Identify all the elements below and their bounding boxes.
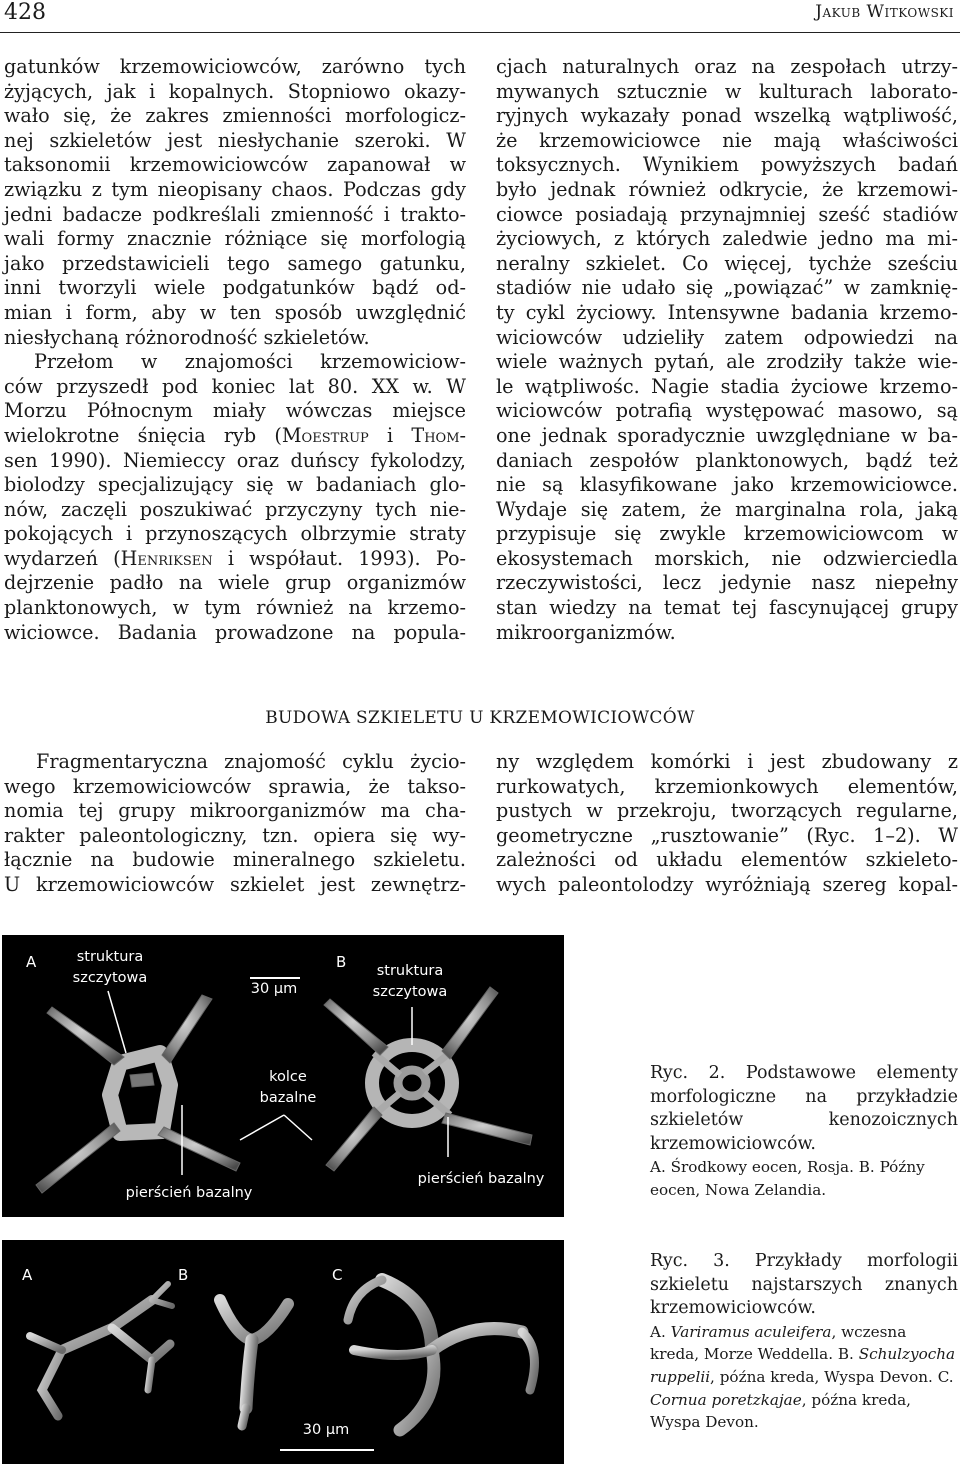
text-line: rurkowatych, krzemionkowych elementów, — [496, 774, 958, 798]
label-basal-ring-b: pierścień bazalny — [417, 1171, 545, 1187]
leader-line — [108, 991, 126, 1053]
text-line: ców przyszedł pod koniec lat 80. XX w. W — [4, 374, 466, 398]
text-line: nie są klasyfikowane jako krzemowiciowce. — [496, 473, 958, 497]
text-line: taksonomii krzemowiciowców zapanował w — [4, 153, 466, 177]
section-title: BUDOWA SZKIELETU U KRZEMOWICIOWCÓW — [265, 708, 695, 728]
text-line: jako przedstawicieli tego samego gatunku, — [4, 251, 466, 275]
panel-label-a: A — [26, 953, 37, 971]
paragraph — [4, 350, 466, 645]
text-line: daniach zespołów planktonowych, bądź też — [496, 448, 958, 472]
citation-author: Moestrup — [281, 423, 369, 447]
leader-line — [284, 1115, 312, 1140]
left-column-bottom — [4, 750, 466, 898]
text-line: wydarzeń (Henriksen i współaut. 1993). Po- — [4, 546, 466, 570]
paragraph — [4, 55, 466, 350]
page-header — [0, 0, 960, 30]
caption-body: A. Variramus aculeifera, wczesna kreda, Morze Weddella. B. Schulzyocha ruppelii, późna kreda, Wyspa Devon. C. Cornua poretzkajae, późna kreda, Wyspa Devon. — [650, 1322, 956, 1432]
caption-body: A. Środkowy eocen, Rosja. B. Późny eocen, Nowa Zelandia. — [650, 1158, 925, 1199]
paragraph — [496, 55, 958, 645]
text-line: stan wiedzy na temat tej fascynującej grupy — [496, 596, 958, 620]
text-line: ekosystemach morskich, nie odzwierciedla — [496, 546, 958, 570]
text-line: zależności od układu elementów szkieleto- — [496, 848, 958, 872]
text-line: biolodzy specjalizujący się w badaniach glo- — [4, 473, 466, 497]
text-line: wali formy znacznie różniące się morfologią — [4, 227, 466, 251]
text-line: le wątpliwośc. Nagie stadia życiowe krzemo- — [496, 374, 958, 398]
text-line: Morzu Północnym miały wówczas miejsce — [4, 399, 466, 423]
text-line: wiele ważnych pytań, ale zrodziły także wie- — [496, 350, 958, 374]
text-line: cjach naturalnych oraz na zespołach utrzy- — [496, 55, 958, 78]
caption-title: Ryc. 3. Przykłady morfologii szkieletu najstarszych znanych krzemowiciowców. — [650, 1251, 958, 1319]
left-column-top — [4, 55, 466, 645]
text-line: stadiów nie udało się „powiązać” w zamknię- — [496, 276, 958, 300]
text-line: toksycznych. Wynikiem powyższych badań — [496, 153, 958, 177]
figure-3-micrograph — [2, 1240, 564, 1464]
species-name: Variramus aculeifera — [670, 1322, 832, 1341]
text-line: wiciowców potrafią występować masowo, są — [496, 399, 958, 423]
text-line: wiciowców udzieliły zatem odpowiedzi na — [496, 325, 958, 349]
text-line: dejrzenie padło na wiele grup organizmów — [4, 571, 466, 595]
label-apical-structure-a: struktura szczytowa — [72, 949, 148, 986]
text-line: przypisuje się zwykle krzemowiciowcom w — [496, 522, 958, 546]
label-basal-ring-a: pierścień bazalny — [125, 1185, 253, 1201]
text-line: pokojących i przynoszących olbrzymie straty — [4, 522, 466, 546]
text-line: Przełom w znajomości krzemowiciow- — [34, 350, 466, 374]
text-line: rakter paleontologiczny, tzn. opiera się wy- — [4, 823, 466, 847]
text-line: mian i form, aby w ten sposób uwzględnić — [4, 300, 466, 324]
right-column-top — [496, 55, 958, 645]
right-column-bottom — [496, 750, 958, 898]
text-line: wych paleontolodzy wyróżniają szereg kopal- — [496, 872, 958, 896]
running-head: Jakub Witkowski — [815, 2, 954, 22]
paragraph — [496, 750, 958, 898]
paragraph — [4, 750, 466, 898]
text-line: łącznie na budowie mineralnego szkieletu. — [4, 848, 466, 872]
specimen-a — [30, 1284, 172, 1416]
citation-author: Henriksen — [120, 546, 213, 570]
text-line: Fragmentaryczna znajomość cyklu życio- — [36, 750, 466, 773]
page-number: 428 — [4, 0, 46, 25]
text-line: życiowych, z których zaledwie jedno ma mi- — [496, 227, 958, 251]
panel-label-b: B — [336, 953, 347, 971]
figure-3-caption — [650, 1250, 958, 1434]
text-line: nów, zaczęli poszukiwać przyczyny tych nie- — [4, 497, 466, 521]
text-line: rzeczywistości, lecz jedynie nasz niepełny — [496, 571, 958, 595]
text-line: żyjących, jak i kopalnych. Stopniowo okazy- — [4, 79, 466, 103]
text-line: one jednak sporadycznie uwzględniane w ba- — [496, 423, 958, 447]
species-name: Schulzyocha ruppelii — [650, 1345, 956, 1386]
text-line: mywanych sztucznie w kulturach laborato- — [496, 79, 958, 103]
caption-title: Ryc. 2. Podstawowe elementy morfologiczne na przykładzie szkieletów kenozoicznych krzemowiciowców. — [650, 1063, 958, 1154]
label-basal-spines: kolce bazalne — [259, 1069, 317, 1106]
text-line: planktonowych, w tym również na krzemo- — [4, 596, 466, 620]
text-line: inni tworzyli wiele podgatunków bądź od- — [4, 276, 466, 300]
text-line: nej szkieletów jest niesłychanie szeroki. W — [4, 128, 466, 152]
text-line: jedni badacze podkreślali zmienność i trakto- — [4, 202, 466, 226]
text-line: ciowce posiadają przynajmniej sześć stadiów — [496, 202, 958, 226]
text-line: ty cykl życiowy. Intensywne badania krzemo- — [496, 300, 958, 324]
figure-3-specimens — [2, 1240, 564, 1464]
specimen-b — [324, 987, 532, 1171]
text-line: ryjnych wykazały ponad wszelką wątpliwość, — [496, 104, 958, 128]
panel-label-a: A — [22, 1266, 33, 1284]
text-line: gatunków krzemowiciowców, zarówno tych — [4, 55, 466, 78]
header-rule — [0, 32, 960, 33]
text-line: związku z tym nieopisany chaos. Podczas gdy — [4, 177, 466, 201]
label-scale: 30 µm — [250, 981, 298, 997]
text-line: U krzemowiciowców szkielet jest zewnętrz- — [4, 872, 466, 896]
leader-line — [240, 1115, 284, 1140]
panel-label-c: C — [332, 1266, 343, 1284]
label-scale: 30 µm — [302, 1422, 350, 1438]
text-line: sen 1990). Niemieccy oraz duńscy fykolodzy, — [4, 448, 466, 472]
citation-author: Thom- — [411, 423, 466, 447]
specimen-b — [220, 1300, 288, 1426]
text-line: ny względem komórki i jest zbudowany z — [496, 750, 958, 773]
text-line: że krzemowiciowce nie mają właściwości — [496, 128, 958, 152]
text-line: wielokrotne śnięcia ryb (Moestrup i Thom- — [4, 423, 466, 447]
text-line: wiciowce. Badania prowadzone na popula- — [4, 620, 466, 644]
text-line: było jednak również odkrycie, że krzemowi- — [496, 177, 958, 201]
figure-2-caption — [650, 1062, 958, 1202]
specimen-c — [348, 1280, 535, 1430]
text-line: wało się, że zakres zmienności morfologicz- — [4, 104, 466, 128]
specimen-a — [36, 995, 240, 1193]
text-line: mikroorganizmów. — [496, 620, 676, 644]
text-line: nomia tej grupy mikroorganizmów ma cha- — [4, 799, 466, 823]
text-line: Wydaje się zatem, że marginalna rola, jaką — [496, 497, 958, 521]
text-line: neralny szkielet. Co więcej, tychże sześciu — [496, 251, 958, 275]
figure-2-micrograph — [2, 935, 564, 1217]
panel-label-b: B — [178, 1266, 189, 1284]
text-line: wego krzemowiciowców sprawia, że takso- — [4, 774, 466, 798]
text-line: geometryczne „rusztowanie” (Ryc. 1–2). W — [496, 823, 958, 847]
text-line: pustych w przekroju, tworzących regularne, — [496, 799, 958, 823]
text-line: niesłychaną różnorodność szkieletów. — [4, 325, 370, 349]
label-apical-structure-b: struktura szczytowa — [372, 963, 448, 1000]
species-name: Cornua poretzkajae — [650, 1390, 802, 1409]
